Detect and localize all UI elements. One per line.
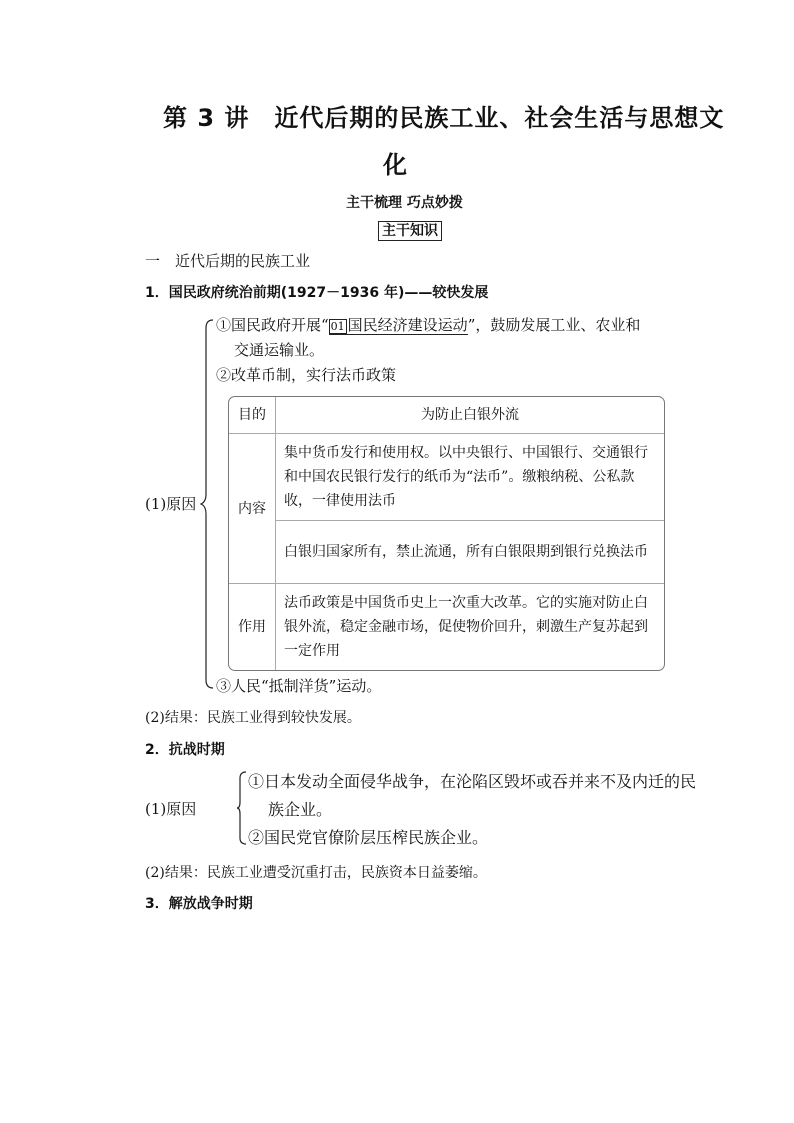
result-1: (2)结果：民族工业得到较快发展。 <box>145 710 361 726</box>
item-1-title: 1．国民政府统治前期(1927－1936 年)——较快发展 <box>145 285 489 301</box>
currency-policy-table <box>228 396 665 671</box>
table-row <box>229 397 664 434</box>
table-value-effect: 法币政策是中国货币史上一次重大改革。它的实施对防止白银外流，稳定金融市场，促使物价回升，刺激生产复苏起到一定作用 <box>284 595 648 659</box>
footnote-number: 01 <box>330 320 345 333</box>
reason-item-1-link-text: 国民经济建设运动 <box>347 316 468 334</box>
table-row <box>229 434 664 521</box>
table-label-effect: 作用 <box>229 584 276 670</box>
war-reason-1: ①日本发动全面侵华战争，在沦陷区毁坏或吞并来不及内迁的民 <box>248 772 697 791</box>
left-brace-icon <box>200 318 216 690</box>
table-label-content: 内容 <box>229 434 276 584</box>
item-2-title: 2．抗战时期 <box>145 742 225 758</box>
table-label-purpose: 目的 <box>229 397 276 434</box>
table-value-content-b: 白银归国家所有，禁止流通，所有白银限期到银行兑换法币 <box>276 521 664 584</box>
war-reason-2: ②国民党官僚阶层压榨民族企业。 <box>248 828 489 847</box>
section-tag: 主干知识 <box>378 221 442 241</box>
left-brace-icon <box>236 770 248 846</box>
reason-item-1-link <box>329 316 468 335</box>
table-row <box>229 584 664 670</box>
reason-item-2: ②改革币制，实行法币政策 <box>216 366 397 384</box>
subtitle: 主干梳理 巧点妙拨 <box>346 195 463 211</box>
reason-item-1-line2: 交通运输业。 <box>234 341 325 359</box>
reason-item-1 <box>216 314 640 335</box>
reason-label-2: (1)原因 <box>145 800 197 818</box>
page-title-line2: 化 <box>383 151 408 179</box>
table-value-purpose: 为防止白银外流 <box>276 397 664 434</box>
section-heading: 一 近代后期的民族工业 <box>145 252 311 270</box>
reason-item-1-prefix: ①国民政府开展“ <box>216 316 329 334</box>
item-3-title: 3．解放战争时期 <box>145 896 253 912</box>
page-title-line1: 第 3 讲 近代后期的民族工业、社会生活与思想文 <box>163 104 725 132</box>
table-value-content-a: 集中货币发行和使用权。以中央银行、中国银行、交通银行和中国农民银行发行的纸币为“法币”。缴粮纳税、公私款收，一律使用法币 <box>276 434 664 521</box>
reason-label: (1)原因 <box>145 495 197 513</box>
table-row <box>229 521 664 584</box>
reason-item-3: ③人民“抵制洋货”运动。 <box>216 677 382 695</box>
reason-item-1-suffix: ”，鼓励发展工业、农业和 <box>467 316 641 334</box>
war-reason-1-line2: 族企业。 <box>268 800 333 819</box>
result-2: (2)结果：民族工业遭受沉重打击，民族资本日益萎缩。 <box>145 865 487 881</box>
